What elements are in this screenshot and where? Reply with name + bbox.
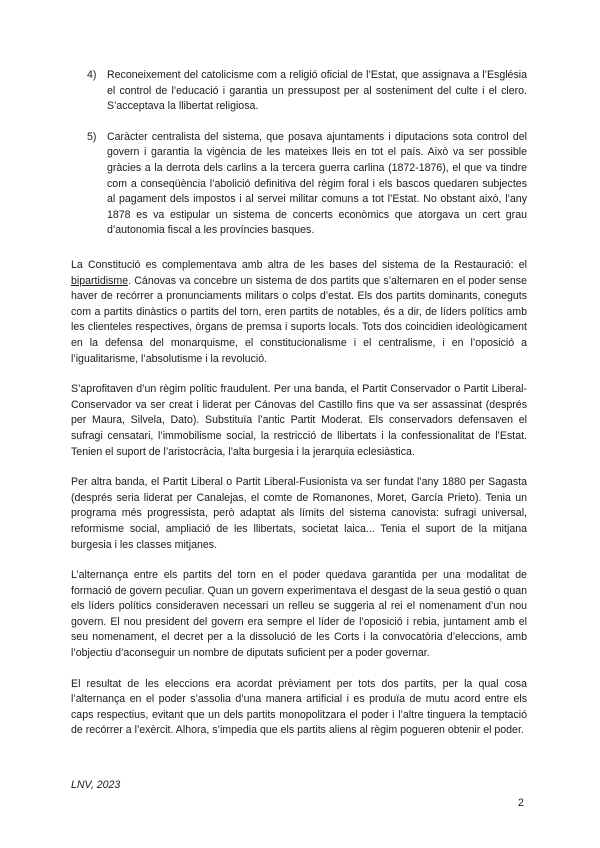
numbered-list <box>87 68 527 254</box>
paragraph: L’alternança entre els partits del torn en el poder quedava garantida per una modalitat de formació de govern peculiar. Quan un govern experimentava el desgast de la seua gestió o quan els líders polítics consideraven necessari un relleu se suggeria al rei el nomenament d’un nou govern. El nou president del govern era sempre el líder de l’oposició i rebia, juntament amb el seu nomenament, el decret per a la dissolució de les Corts i la convocatòria d’eleccions, amb l’objectiu d’aconseguir un nombre de diputats suficient per a poder governar. <box>71 569 527 660</box>
list-item-number: 5) <box>87 130 97 143</box>
paragraph: S’aprofitaven d’un règim polític fraudulent. Per una banda, el Partit Conservador o Partit Liberal-Conservador va ser creat i liderat per Cánovas del Castillo fins que va ser assassinat (després per Maura, Silvela, Dato). Substituïa l’antic Partit Moderat. Els conservadors defensaven el sufragi censatari, l’immobilisme social, la restricció de llibertats i la confessionalitat de l’Estat. Tenien el suport de l’aristocràcia, l’alta burgesia i la jerarquia eclesiàstica. <box>71 383 527 458</box>
list-item-text: Reconeixement del catolicisme com a religió oficial de l’Estat, que assignava a l’Església el control de l’educació i garantia un pressupost per al sosteniment del culte i el clero. S’acceptava la llibertat religiosa. <box>107 69 527 113</box>
footer-author: LNV, 2023 <box>71 779 121 791</box>
page-number: 2 <box>518 797 524 809</box>
bipartidisme-link[interactable]: bipartidisme <box>71 274 129 287</box>
paragraph-text: . Cánovas va concebre un sistema de dos partits que s’alternaren en el poder sense haver de recórrer a pronunciaments militars o colps d’estat. Els dos partits dominants, coneguts com a partits dinàstics o partits del torn, eren partits de notables, és a dir, de líders polítics amb les clienteles respectives, òrgans de premsa i suports locals. Tots dos coincidien ideològicament en la defensa del monarquisme, el constitucionalisme i el centralisme, i en l’oposició a l’igualitarisme, l’absolutisme i la revolució. <box>71 274 527 365</box>
list-item-number: 4) <box>87 69 97 81</box>
paragraph: El resultat de les eleccions era acordat prèviament per tots dos partits, per la qual cosa l’alternança en el poder s’assolia d’una manera artificial i es produïa de mutu acord entre els caps respectius, evitant que un dels partits monopolitzara el poder i l’altre tinguera la temptació de recórrer a l’exèrcit. Alhora, s’impedia que els partits aliens al règim pogueren obtenir el poder. <box>71 677 527 737</box>
paragraph: Per altra banda, el Partit Liberal o Partit Liberal-Fusionista va ser fundat l’any 1880 per Sagasta (després seria liderat per Canalejas, el comte de Romanones, Moret, García Prieto). Tenia un programa més progressista, però adaptat als límits del sistema canovista: sufragi universal, reformisme social, ampliació de les llibertats, societat laica... Tenia el suport de la mitjana burgesia i les classes mitjanes. <box>71 476 527 551</box>
list-item-text: Caràcter centralista del sistema, que posava ajuntaments i diputacions sota control del govern i garantia la vigència de les mateixes lleis en tot el país. Això va ser possible gràcies a la derrota dels carlins a la tercera guerra carlina (1872-1876), el que va tindre com a conseqüència l’abolició definitiva del règim foral i els bascos quedaren subjectes al pagament dels impostos i al servei militar comuns a tot l’Estat. No obstant això, l’any 1878 es va estipular un sistema de concerts econòmics que atorgava un cert grau d’autonomia fiscal a les províncies basques. <box>107 130 527 237</box>
body-text <box>71 258 527 754</box>
list-item <box>87 130 527 239</box>
paragraph <box>71 258 527 367</box>
paragraph-text: La Constitució es complementava amb altra de les bases del sistema de la Restauració: el <box>71 259 527 271</box>
list-item <box>87 68 527 115</box>
